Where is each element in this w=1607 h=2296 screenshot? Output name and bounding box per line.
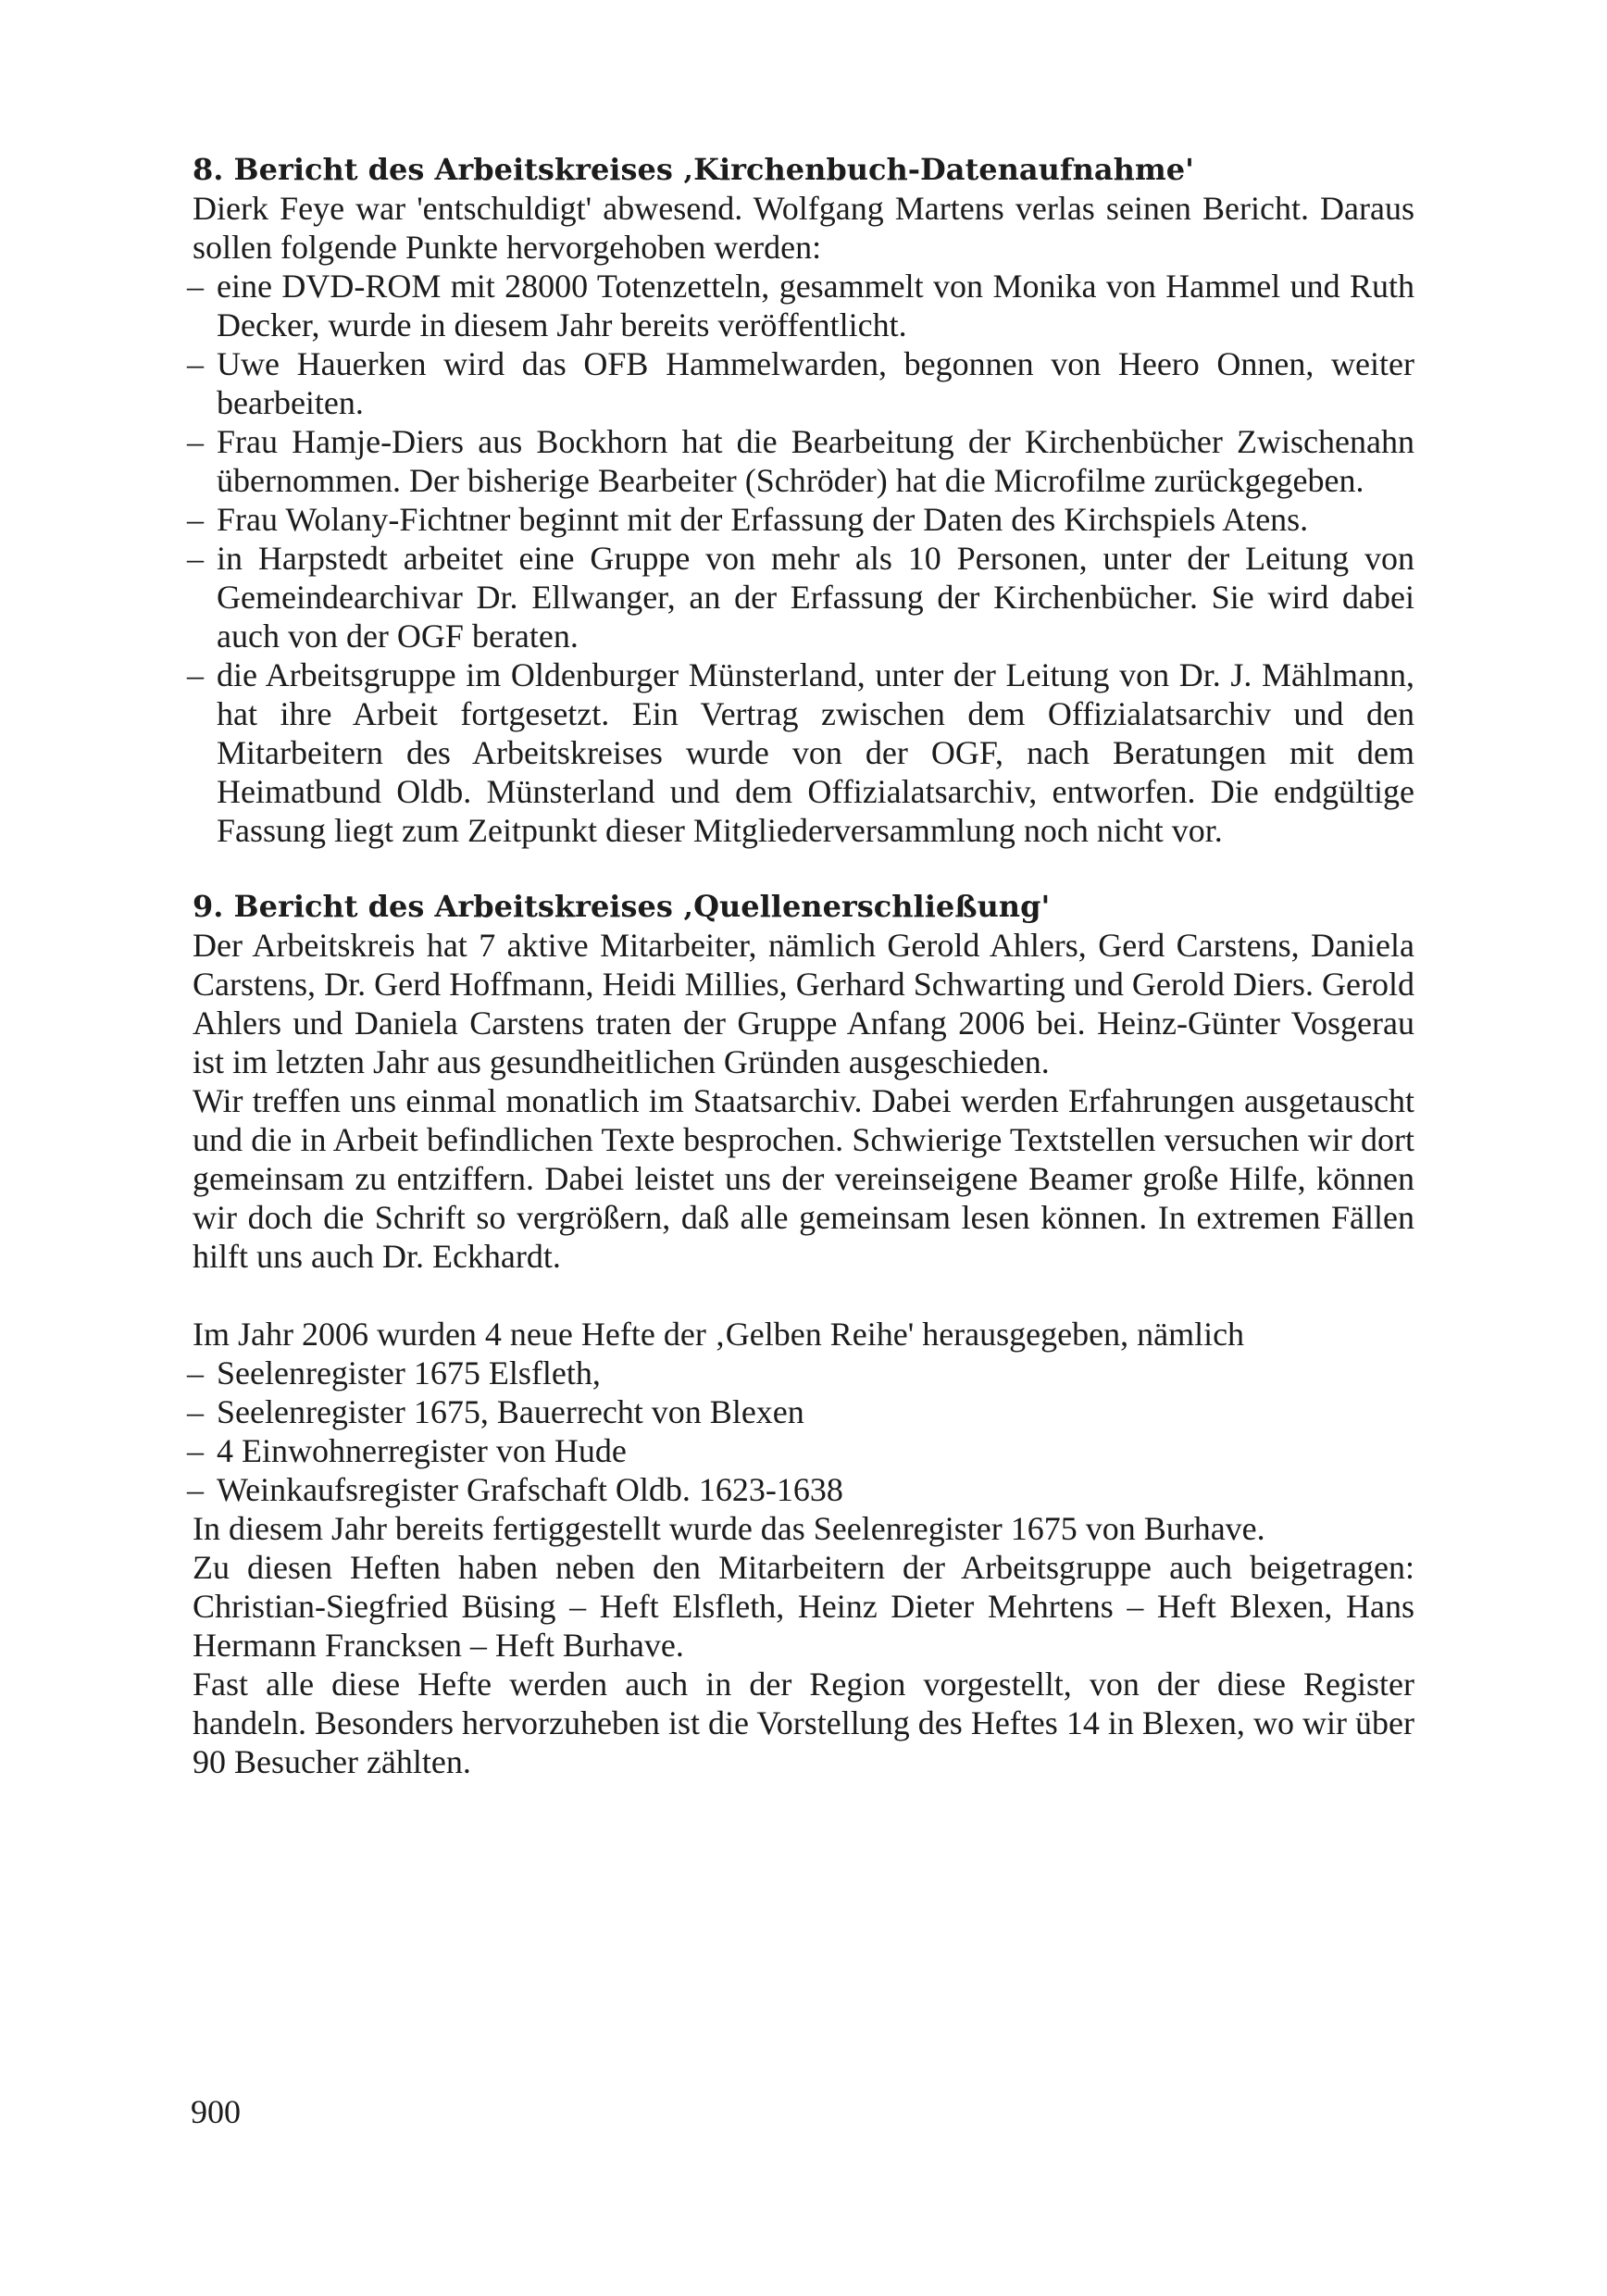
section-8-heading: 8. Bericht des Arbeitskreises ‚Kirchenbuch-Datenaufnahme' xyxy=(193,152,1194,187)
page-number: 900 xyxy=(191,2093,241,2130)
section-8-intro: Dierk Feye war 'entschuldigt' abwesend. Wolfgang Martens verlas seinen Bericht. Daraus sollen folgende Punkte hervorgehoben werden: xyxy=(193,190,1414,266)
section-9-paragraph-4: In diesem Jahr bereits fertiggestellt wurde das Seelenregister 1675 von Burhave. xyxy=(193,1510,1265,1547)
paragraph-gap xyxy=(193,1276,1414,1315)
page-body xyxy=(193,150,1414,1781)
section-9-list xyxy=(193,1354,1414,1509)
list-item: – Weinkaufsregister Grafschaft Oldb. 1623-1638 xyxy=(193,1470,1414,1509)
list-item: – Frau Hamje-Diers aus Bockhorn hat die Bearbeitung der Kirchenbücher Zwischenahn übernommen. Der bisherige Bearbeiter (Schröder) hat die Microfilme zurückgegeben. xyxy=(193,422,1414,500)
section-9-heading: 9. Bericht des Arbeitskreises ‚Quellenerschließung' xyxy=(193,889,1051,924)
section-9-paragraph-6: Fast alle diese Hefte werden auch in der Region vorgestellt, von der diese Register handeln. Besonders hervorzuheben ist die Vorstellung des Heftes 14 in Blexen, wo wir über 90 Besucher zählten. xyxy=(193,1666,1414,1780)
list-item: – 4 Einwohnerregister von Hude xyxy=(193,1431,1414,1470)
section-9-paragraph-1: Der Arbeitskreis hat 7 aktive Mitarbeiter, nämlich Gerold Ahlers, Gerd Carstens, Daniela Carstens, Dr. Gerd Hoffmann, Heidi Millies, Gerhard Schwarting und Gerold Diers. Gerold Ahlers und Daniela Carstens traten der Gruppe Anfang 2006 bei. Heinz-Günter Vosgerau ist im letzten Jahr aus gesundheitlichen Gründen ausgeschieden. xyxy=(193,927,1414,1080)
list-item: – Seelenregister 1675, Bauerrecht von Blexen xyxy=(193,1392,1414,1431)
list-item: – eine DVD-ROM mit 28000 Totenzetteln, gesammelt von Monika von Hammel und Ruth Decker, wurde in diesem Jahr bereits veröffentlicht. xyxy=(193,267,1414,344)
section-gap xyxy=(193,850,1414,887)
section-9-paragraph-5: Zu diesen Heften haben neben den Mitarbeitern der Arbeitsgruppe auch beigetragen: Christian-Siegfried Büsing – Heft Elsfleth, Heinz Dieter Mehrtens – Heft Blexen, Hans Hermann Francksen – Heft Burhave. xyxy=(193,1549,1414,1664)
list-item: – Uwe Hauerken wird das OFB Hammelwarden, begonnen von Heero Onnen, weiter bearbeiten. xyxy=(193,344,1414,422)
list-item: – Frau Wolany-Fichtner beginnt mit der Erfassung der Daten des Kirchspiels Atens. xyxy=(193,500,1414,539)
list-item: – die Arbeitsgruppe im Oldenburger Münsterland, unter der Leitung von Dr. J. Mählmann, hat ihre Arbeit fortgesetzt. Ein Vertrag zwischen dem Offizialatsarchiv und den Mitarbeitern des Arbeitskreises wurde von der OGF, nach Beratungen mit dem Heimatbund Oldb. Münsterland und dem Offizialatsarchiv, entworfen. Die endgültige Fassung liegt zum Zeitpunkt dieser Mitgliederversammlung noch nicht vor. xyxy=(193,655,1414,850)
section-8-list xyxy=(193,267,1414,850)
list-item: – in Harpstedt arbeitet eine Gruppe von mehr als 10 Personen, unter der Leitung von Gemeindearchivar Dr. Ellwanger, an der Erfassung der Kirchenbücher. Sie wird dabei auch von der OGF beraten. xyxy=(193,539,1414,655)
section-9-paragraph-2: Wir treffen uns einmal monatlich im Staatsarchiv. Dabei werden Erfahrungen ausgetauscht und die in Arbeit befindlichen Texte besprochen. Schwierige Textstellen versuchen wir dort gemeinsam zu entziffern. Dabei leistet uns der vereinseigene Beamer große Hilfe, können wir doch die Schrift so vergrößern, daß alle gemeinsam lesen können. In extremen Fällen hilft uns auch Dr. Eckhardt. xyxy=(193,1082,1414,1275)
section-9-paragraph-3: Im Jahr 2006 wurden 4 neue Hefte der ‚Gelben Reihe' herausgegeben, nämlich xyxy=(193,1316,1245,1353)
list-item: – Seelenregister 1675 Elsfleth, xyxy=(193,1354,1414,1392)
